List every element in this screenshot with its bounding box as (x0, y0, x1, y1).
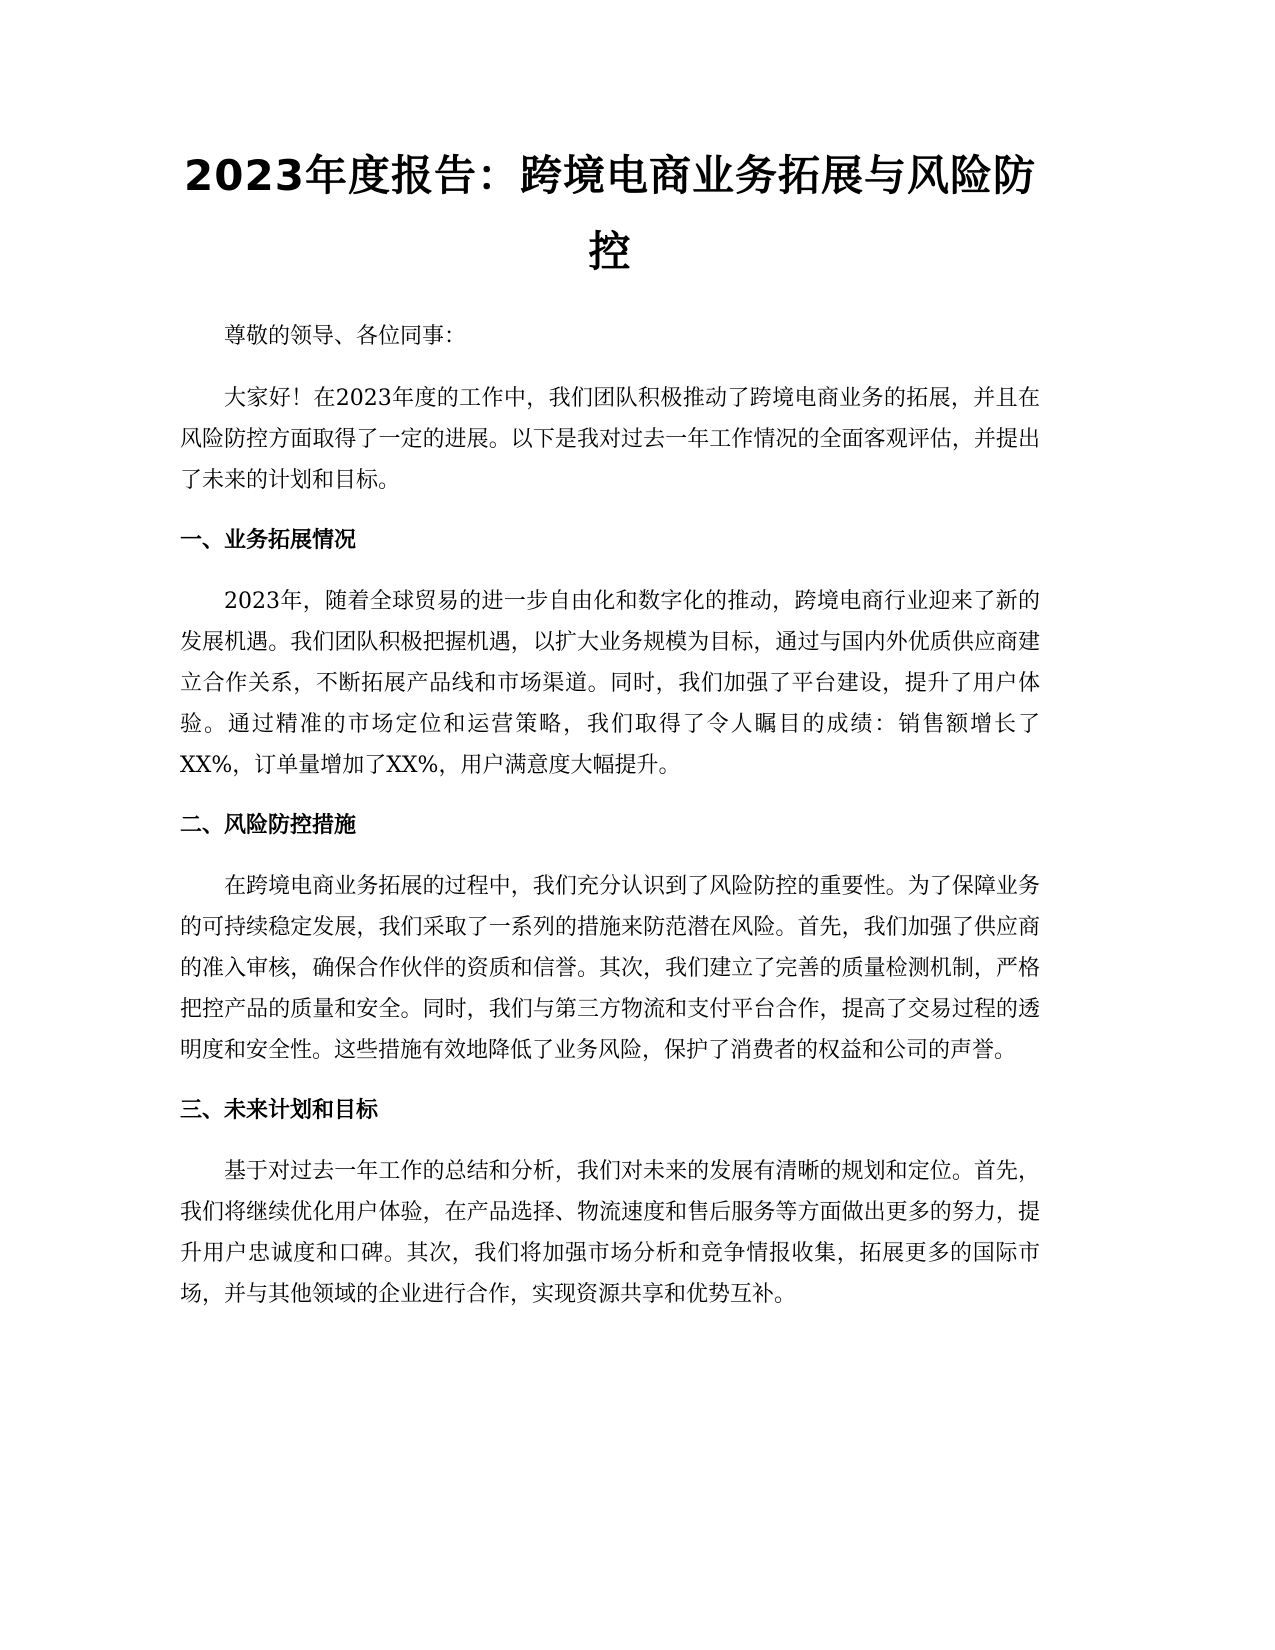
section-body-future-plans: 基于对过去一年工作的总结和分析，我们对未来的发展有清晰的规划和定位。首先，我们将继续优化用户体验，在产品选择、物流速度和售后服务等方面做出更多的努力，提升用户忠诚度和口碑。其次，我们将加强市场分析和竞争情报收集，拓展更多的国际市场，并与其他领域的企业进行合作，实现资源共享和优势互补。 (180, 1159, 1040, 1307)
section-heading-business-expansion: 一、业务拓展情况 (180, 528, 357, 553)
document-title: 2023年度报告：跨境电商业务拓展与风险防控 (184, 151, 1036, 276)
section-body-risk-control: 在跨境电商业务拓展的过程中，我们充分认识到了风险防控的重要性。为了保障业务的可持续稳定发展，我们采取了一系列的措施来防范潜在风险。首先，我们加强了供应商的准入审核，确保合作伙伴的资质和信誉。其次，我们建立了完善的质量检测机制，严格把控产品的质量和安全。同时，我们与第三方物流和支付平台合作，提高了交易过程的透明度和安全性。这些措施有效地降低了业务风险，保护了消费者的权益和公司的声誉。 (180, 874, 1040, 1063)
salutation: 尊敬的领导、各位同事： (224, 324, 467, 349)
section-body-business-expansion: 2023年，随着全球贸易的进一步自由化和数字化的推动，跨境电商行业迎来了新的发展机遇。我们团队积极把握机遇，以扩大业务规模为目标，通过与国内外优质供应商建立合作关系，不断拓展产品线和市场渠道。同时，我们加强了平台建设，提升了用户体验。通过精准的市场定位和运营策略，我们取得了令人瞩目的成绩：销售额增长了XX%，订单量增加了XX%，用户满意度大幅提升。 (180, 589, 1040, 778)
intro-paragraph: 大家好！在2023年度的工作中，我们团队积极推动了跨境电商业务的拓展，并且在风险防控方面取得了一定的进展。以下是我对过去一年工作情况的全面客观评估，并提出了未来的计划和目标。 (180, 386, 1040, 493)
section-heading-risk-control: 二、风险防控措施 (180, 813, 357, 838)
section-heading-future-plans: 三、未来计划和目标 (180, 1098, 379, 1123)
document-body (180, 138, 1040, 1315)
